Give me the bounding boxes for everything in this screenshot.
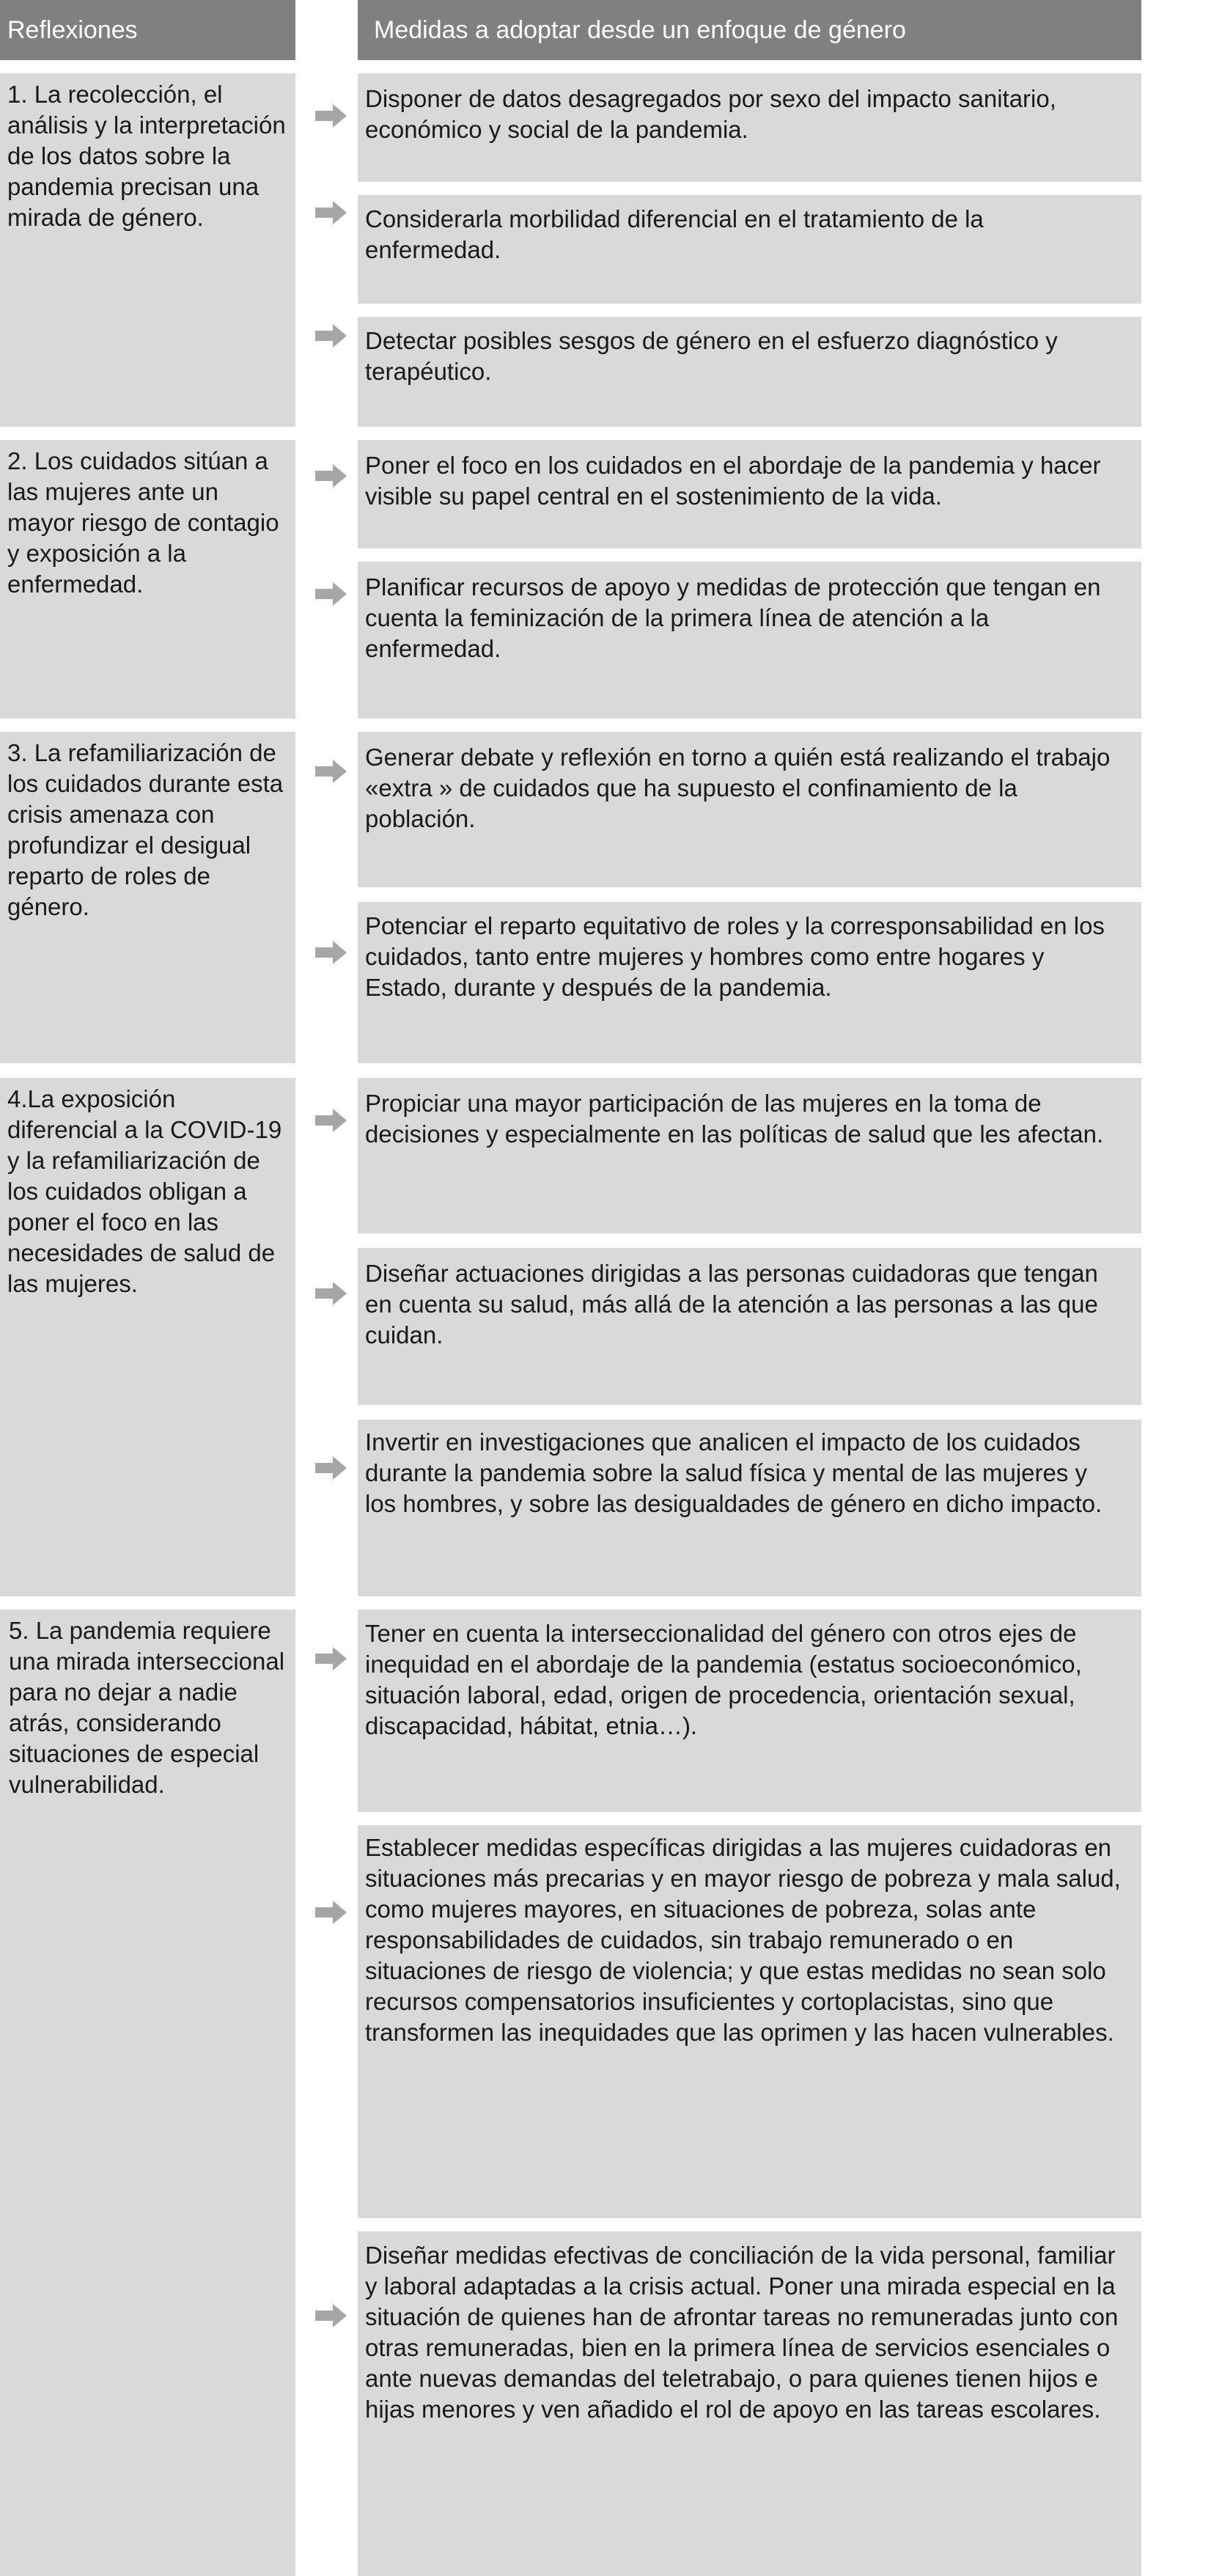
measure-9: Diseñar actuaciones dirigidas a las personas cuidadoras que tengan en cuenta su salud, más allá de la atención a las personas a las que cuidan. <box>358 1248 1141 1405</box>
arrow-right-icon <box>315 103 347 129</box>
arrow-right-icon <box>315 1107 347 1134</box>
arrow-right-icon <box>315 758 347 785</box>
measure-2: Considerarla morbilidad diferencial en el tratamiento de la enfermedad. <box>358 195 1141 304</box>
header-reflexiones: Reflexiones <box>0 0 295 60</box>
measure-6: Generar debate y reflexión en torno a quién está realizando el trabajo «extra » de cuidados que ha supuesto el confinamiento de la población. <box>358 732 1141 887</box>
measure-10: Invertir en investigaciones que analicen el impacto de los cuidados durante la pandemia sobre la salud física y mental de las mujeres y los hombres, y sobre las desigualdades de género en dicho impacto. <box>358 1420 1141 1596</box>
measure-5: Planificar recursos de apoyo y medidas de protección que tengan en cuenta la feminización de la primera línea de atención a la enfermedad. <box>358 562 1141 719</box>
arrow-right-icon <box>315 1280 347 1307</box>
measure-8: Propiciar una mayor participación de las mujeres en la toma de decisiones y especialmente en las políticas de salud que les afectan. <box>358 1078 1141 1233</box>
arrow-right-icon <box>315 199 347 226</box>
reflection-5: 5. La pandemia requiere una mirada interseccional para no dejar a nadie atrás, considerando situaciones de especial vulnerabilidad. <box>0 1610 295 2576</box>
arrow-right-icon <box>315 2302 347 2329</box>
arrow-right-icon <box>315 1455 347 1481</box>
measure-1: Disponer de datos desagregados por sexo del impacto sanitario, económico y social de la pandemia. <box>358 73 1141 182</box>
reflection-1: 1. La recolección, el análisis y la interpretación de los datos sobre la pandemia precisan una mirada de género. <box>0 73 295 427</box>
measure-13: Diseñar medidas efectivas de conciliación de la vida personal, familiar y laboral adaptadas a la crisis actual. Poner una mirada especial en la situación de quienes han de afrontar tareas no remuneradas junto con otras remuneradas, bien en la primera línea de servicios esenciales o ante nuevas demandas del teletrabajo, o para quienes tienen hijos e hijas menores y ven añadido el rol de apoyo en las tareas escolares. <box>358 2231 1141 2576</box>
reflection-3: 3. La refamiliarización de los cuidados durante esta crisis amenaza con profundizar el desigual reparto de roles de género. <box>0 732 295 1063</box>
header-medidas: Medidas a adoptar desde un enfoque de género <box>358 0 1141 60</box>
arrow-right-icon <box>315 323 347 349</box>
arrow-right-icon <box>315 1645 347 1672</box>
measure-11: Tener en cuenta la interseccionalidad del género con otros ejes de inequidad en el abordaje de la pandemia (estatus socioeconómico, situación laboral, edad, origen de procedencia, orientación sexual, discapacidad, hábitat, etnia…). <box>358 1610 1141 1812</box>
measure-3: Detectar posibles sesgos de género en el esfuerzo diagnóstico y terapéutico. <box>358 317 1141 427</box>
arrow-right-icon <box>315 1899 347 1926</box>
arrow-right-icon <box>315 939 347 966</box>
measure-12: Establecer medidas específicas dirigidas a las mujeres cuidadoras en situaciones más precarias y en mayor riesgo de pobreza y mala salud, como mujeres mayores, en situaciones de pobreza, solas ante responsabilidades de cuidados, sin trabajo remunerado o en situaciones de riesgo de violencia; y que estas medidas no sean solo recursos compensatorios insuficientes y cortoplacistas, sino que transformen las inequidades que las oprimen y las hacen vulnerables. <box>358 1825 1141 2218</box>
reflection-4: 4.La exposición diferencial a la COVID-19 y la refamiliarización de los cuidados obligan a poner el foco en las necesidades de salud de las mujeres. <box>0 1078 295 1596</box>
measure-7: Potenciar el reparto equitativo de roles y la corresponsabilidad en los cuidados, tanto entre mujeres y hombres como entre hogares y Estado, durante y después de la pandemia. <box>358 902 1141 1063</box>
arrow-right-icon <box>315 463 347 489</box>
reflection-2: 2. Los cuidados sitúan a las mujeres ante un mayor riesgo de contagio y exposición a la enfermedad. <box>0 440 295 719</box>
arrow-right-icon <box>315 581 347 607</box>
measure-4: Poner el foco en los cuidados en el abordaje de la pandemia y hacer visible su papel central en el sostenimiento de la vida. <box>358 440 1141 548</box>
